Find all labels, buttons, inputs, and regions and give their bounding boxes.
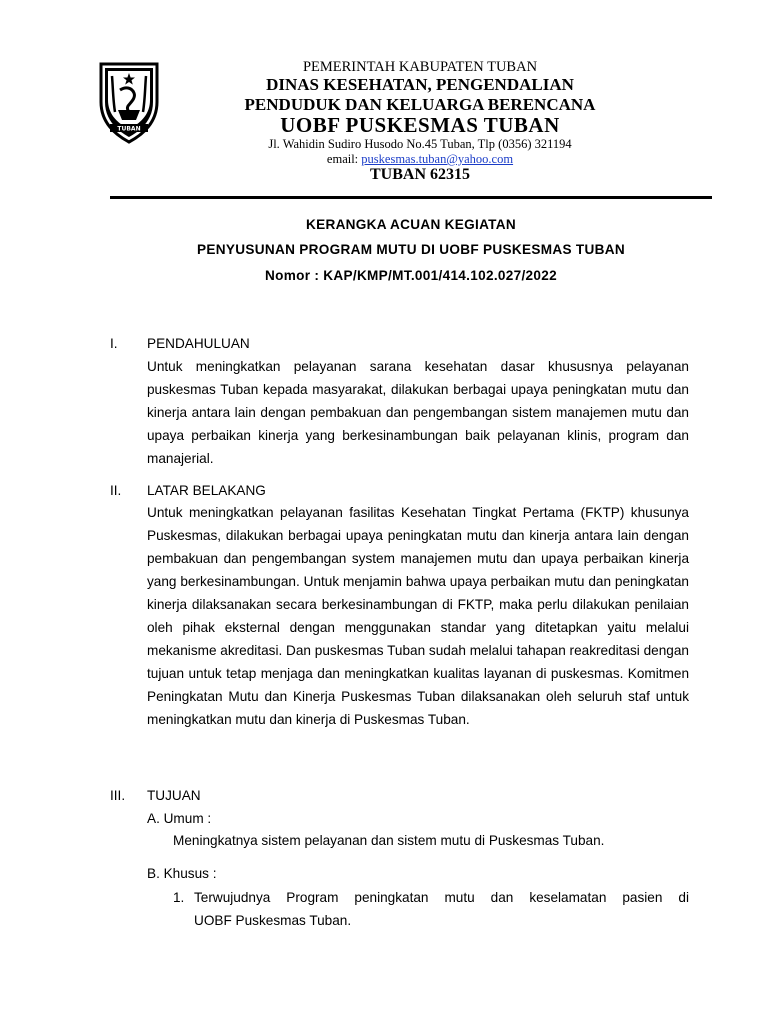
subsection-label-umum: A. Umum : bbox=[147, 811, 212, 826]
section-number-3: III. bbox=[110, 788, 126, 803]
subsection-body-umum: Meningkatnya sistem pelayanan dan sistem mutu di Puskesmas Tuban. bbox=[173, 833, 605, 848]
list-item-number-1: 1. bbox=[173, 890, 185, 905]
logo-text: TUBAN bbox=[117, 125, 141, 133]
document-subtitle: PENYUSUNAN PROGRAM MUTU DI UOBF PUSKESMAS TUBAN bbox=[197, 242, 625, 257]
letterhead-divider bbox=[110, 196, 712, 199]
letterhead-email-line bbox=[160, 152, 680, 167]
letterhead-government: PEMERINTAH KABUPATEN TUBAN bbox=[302, 59, 538, 75]
section-heading-tujuan: TUJUAN bbox=[147, 788, 201, 803]
list-item-1-line1: Terwujudnya Program peningkatan mutu dan keselamatan pasien di bbox=[194, 890, 689, 905]
email-label: email: bbox=[326, 152, 359, 166]
section-heading-latar-belakang: LATAR BELAKANG bbox=[147, 483, 266, 498]
list-item-1-line2: UOBF Puskesmas Tuban. bbox=[194, 913, 352, 928]
section-body-pendahuluan: Untuk meningkatkan pelayanan sarana kesehatan dasar khususnya pelayanan puskesmas Tuban kepada masyarakat, dilakukan berbagai upaya peningkatan mutu dan kinerja antara lain dengan pembakuan dan pengembangan sistem manajemen mutu dan upaya perbaikan kinerja yang berkesinambungan baik pelayanan klinis, program dan manajerial. bbox=[147, 359, 689, 466]
section-number-1: I. bbox=[110, 336, 118, 351]
section-number-2: II. bbox=[110, 483, 122, 498]
section-body-latar-belakang: Untuk meningkatkan pelayanan fasilitas Kesehatan Tingkat Pertama (FKTP) khusunya Puskesmas, dilakukan berbagai upaya peningkatan mutu dan kinerja antara lain dengan pembakuan dan pengembangan system manajemen mutu dan upaya perbaikan kinerja yang berkesinambungan. Untuk menjamin bahwa upaya perbaikan mutu dan peningkatan kinerja dilaksanakan secara berkesinambungan di FKTP, maka perlu dilakukan penilaian oleh pihak eksternal dengan menggunakan standar yang ditetapkan yaitu melalui mekanisme akreditasi. Dan puskesmas Tuban sudah melalui tahapan reakreditasi dengan tujuan untuk tetap menjaga dan meningkatkan kualitas layanan di puskesmas. Komitmen Peningkatan Mutu dan Kinerja Puskesmas Tuban dilaksanakan oleh seluruh staf untuk meningkatkan mutu dan kinerja di Puskesmas Tuban. bbox=[147, 505, 689, 727]
email-link[interactable]: puskesmas.tuban@yahoo.com bbox=[361, 152, 514, 166]
coat-of-arms-logo bbox=[98, 62, 160, 144]
document-number: Nomor : KAP/KMP/MT.001/414.102.027/2022 bbox=[264, 268, 557, 283]
tuban-regency-coat-of-arms-icon bbox=[98, 62, 160, 144]
letterhead-unit-name: UOBF PUSKESMAS TUBAN bbox=[280, 113, 560, 137]
letterhead-address: Jl. Wahidin Sudiro Husodo No.45 Tuban, Tlp (0356) 321194 bbox=[268, 137, 572, 151]
document-title: KERANGKA ACUAN KEGIATAN bbox=[305, 217, 517, 232]
section-heading-pendahuluan: PENDAHULUAN bbox=[147, 336, 250, 351]
letterhead-agency-line2: PENDUDUK DAN KELUARGA BERENCANA bbox=[244, 95, 596, 114]
subsection-label-khusus: B. Khusus : bbox=[147, 866, 217, 881]
letterhead-agency-line1: DINAS KESEHATAN, PENGENDALIAN bbox=[266, 75, 574, 94]
letterhead-city: TUBAN 62315 bbox=[369, 166, 470, 183]
